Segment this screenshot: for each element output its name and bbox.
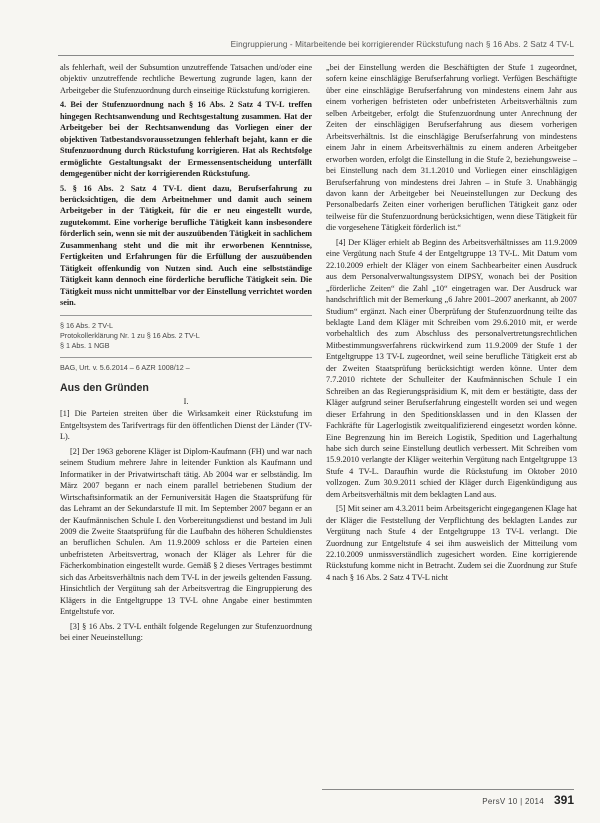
paragraph-4: [4] Der Kläger erhielt ab Beginn des Arbeitsverhältnisses am 11.9.2009 eine Vergütung nach Stufe 4 der Entgeltgruppe 13 TV-L. Mit Datum vom 22.10.2009 erhielt der Kläger von einem Sachbearbeiter einen Ausdruck aus dem Personalverwaltungssystem DIPSY, wonach bei der Position „förderliche Zeiten“ die Zahl „10“ eingetragen war. Der Ausdruck war handschriftlich mit der Bemerkung „6 Jahre 2001–2007 anerkannt, ab 2007 Studium“ ergänzt. Nach einer Überprüfung der Stufenzuordnung teilte das beklagte Land dem Kläger mit Schreiben vom 29.6.2010 mit, er werde vorbehaltlich des zum Abschluss des personalvertretungsrechtlichen Mitbestimmungsverfahrens rückwirkend zum 11.9.2009 der Stufe 1 der Entgeltgruppe 13 TV-L zugeordnet, weil seine berufliche Tätigkeit erst ab der Zweiten Staatsprüfung berücksichtigt werden könne. Unter dem 7.7.2010 richtete der Schulleiter der Kaufmännischen Schule I ein Schreiben an das Regierungspräsidium K, mit dem er bestätigte, dass der Kläger aufgrund seiner Berufserfahrung eingestellt worden sei und wegen dieser Erfahrung in den Speditionsklassen und in den Klassen der Fachkräfte für Lagerlogistik zweitqualifizierend eingesetzt worden könne. Eine Begrenzung hin im Bereich Logistik, Spedition und Lagerhaltung habe sich durch seine Einstellung deutlich verbessert. Mit Schreiben vom 15.9.2010 verlangte der Kläger weiterhin Vergütung nach Entgeltgruppe 13 Stufe 4 TV-L. Daraufhin wurde die Rückstufung im Oktober 2010 vollzogen. Zum 30.9.2011 schied der Kläger durch Eigenkündigung aus dem Arbeitsverhältnis mit dem beklagten Land aus. [326,237,577,499]
court-citation: BAG, Urt. v. 5.6.2014 – 6 AZR 1008/12 – [60,362,190,372]
norm-line: § 16 Abs. 2 TV-L [60,320,114,330]
page-number: 391 [553,793,574,807]
paragraph-5: [5] Mit seiner am 4.3.2011 beim Arbeitsgericht eingegangenen Klage hat der Kläger die Feststellung der Verpflichtung des beklagten Landes zur Vergütung nach Stufe 4 der Entgeltgruppe 13 TV-L verlangt. Die Zuordnung zur Entgeltstufe 4 sei ihm ausweislich der Mitteilung vom 22.10.2009 unmissverständlich zugesichert worden. Eine korrigierende Rückstufung komme nicht in Betracht. Zudem sei die Zuordnung zur Stufe 4 nach § 16 Abs. 2 Satz 4 TV-L nicht [326,504,577,582]
running-head: Eingruppierung - Mitarbeitende bei korrigierender Rückstufung nach § 16 Abs. 2 Satz 4 TV-L [230,40,574,49]
section-number: I. [183,396,189,406]
footer-rule [322,789,574,790]
norm-line: Protokollerklärung Nr. 1 zu § 16 Abs. 2 TV-L [60,330,200,340]
page-footer [482,793,574,807]
norms-block [60,321,312,351]
guiding-principle-5: 5. § 16 Abs. 2 Satz 4 TV-L dient dazu, Berufserfahrung zu berücksichtigen, die dem Arbeitnehmer und damit auch seinem Arbeitgeber in der Tätigkeit, für die er neu eingestellt wurde, zugutekommt. Eine vorherige berufliche Tätigkeit kann insbesondere förderlich sein, wenn sie mit der auszuübenden Tätigkeit in sachlichem Zusammenhang steht und die mit ihr erworbenen Kenntnisse, Fertigkeiten und Erfahrungen für die Erfüllung der auszuübenden Tätigkeit offenkundig von Nutzen sind. Auch eine selbstständige Tätigkeit kann dennoch eine förderliche berufliche Tätigkeit sein. Die Tätigkeit muss nicht unmittelbar vor der Einstellung verrichtet worden sein. [60,183,312,308]
quoted-regulation: „bei der Einstellung werden die Beschäftigten der Stufe 1 zugeordnet, sofern keine einschlägige Berufserfahrung vorliegt. Verfügen Beschäftigte über eine einschlägige Berufserfahrung von mindestens einem Jahr aus einem vorherigen befristeten oder unbefristeten Arbeitsverhältnis zum selben Arbeitgeber, erfolgt die Stufenzuordnung unter Anrechnung der Zeiten der einschlägigen Berufserfahrung aus diesem vorherigen Arbeitsverhältnis. Ist die einschlägige Berufserfahrung von mindestens einem Jahr in einem Arbeitsverhältnis zu einem anderen Arbeitgeber erworben worden, erfolgt die Einstellung in die Stufe 2, beziehungsweise – bei Einstellung nach dem 31.1.2010 und Vorliegen einer einschlägigen Berufserfahrung von mindestens drei Jahren – in Stufe 3. Unabhängig davon kann der Arbeitgeber bei Neueinstellungen zur Deckung des Personalbedarfs Zeiten einer vorherigen beruflichen Tätigkeit ganz oder teilweise für die Stufenzuordnung berücksichtigen, wenn diese Tätigkeit für die vorgesehene Tätigkeit förderlich ist.“ [326,63,577,233]
citation-separator [60,357,312,358]
journal-issue: PersV 10 | 2014 [482,797,544,806]
norm-separator [60,315,312,316]
header-rule [58,55,574,56]
paragraph-1: [1] Die Parteien streiten über die Wirksamkeit einer Rückstufung im Entgeltsystem des Tarifvertrags für den öffentlichen Dienst der Länder (TV-L). [60,409,312,442]
paragraph-2: [2] Der 1963 geborene Kläger ist Diplom-Kaufmann (FH) und war nach seinem Studium mehrere Jahre in leitender Funktion als Kaufmann und Informatiker in der Privatwirtschaft tätig. Ab 2004 war er selbständig. Im März 2007 begann er nach einem parallel betriebenen Studium der Wirtschaftsinformatik an der Fernuniversität Hagen die Staatsprüfung für das Lehramt an der Sekundarstufe II mit. Im September 2007 begann er an der Kaufmännischen Schule I. den Vorbereitungsdienst und bestand im Juli 2009 die Zweite Staatsprüfung für die Laufbahn des höheren Schuldienstes an beruflichen Schulen. Am 11.9.2009 schloss er die Parteien einen unbefristeten Arbeitsvertrag, wonach der Kläger als Lehrer für die Fächerkombination eingestellt wurde. Gemäß § 2 dieses Vertrages bestimmt sich das Arbeitsverhältnis nach dem TV-L in der jeweils geltenden Fassung. Hinsichtlich der Vergütung sah der Arbeitsvertrag die Eingruppierung des Klägers in die Entgeltgruppe 13 TV-L ohne Angabe einer bestimmten Entgeltstufe vor. [60,446,312,617]
norm-line: § 1 Abs. 1 NGB [60,340,110,350]
left-column [60,62,312,646]
section-title: Aus den Gründen [60,381,149,394]
paragraph-3: [3] § 16 Abs. 2 TV-L enthält folgende Regelungen zur Stufenzuordnung bei einer Neueinstellung: [60,621,312,643]
guiding-principle-4: 4. Bei der Stufenzuordnung nach § 16 Abs. 2 Satz 4 TV-L treffen hingegen Rechtsanwendung und Rechtsgestaltung zusammen. Hat der Arbeitgeber bei der Rechtsanwendung das Vorliegen einer der objektiven Tatbestandsvoraussetzungen fehlerhaft bejaht, kann er die Stufenzuordnung durch Rückstufung korrigieren. Hat als Rechtsfolge ermöglichte Gestaltungsakt der Ermessensentscheidung unterfällt demgegenüber nicht der korrigierenden Rückstufung. [60,100,312,179]
right-column [326,62,577,586]
guiding-principle-3-continued: als fehlerhaft, weil der Subsumtion unzutreffende Tatsachen und/oder eine objektiv unzutreffende rechtliche Bewertung zugrunde lagen, kann der Arbeitgeber die Stufenzuordnung durch einseitige Rückstufung korrigieren. [60,63,312,95]
